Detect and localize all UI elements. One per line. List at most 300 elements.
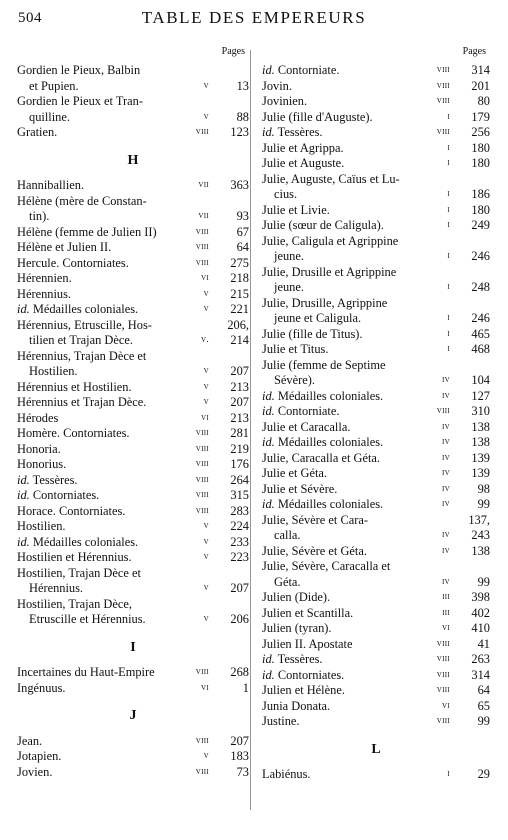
page-reference: 186 (471, 187, 490, 201)
index-entry (262, 466, 490, 482)
page-reference: 268 (230, 665, 249, 679)
index-entry (262, 420, 490, 436)
entry-name: id. Contorniates. (17, 488, 100, 502)
entry-name: Hélène (mère de Constan- (17, 193, 147, 208)
volume-number: iii (442, 607, 450, 618)
volume-number: viii (436, 127, 450, 137)
page-reference: 64 (236, 240, 249, 254)
page-reference: 73 (236, 764, 249, 779)
running-title: TABLE DES EMPEREURS (141, 8, 367, 27)
index-entry (262, 110, 490, 126)
index-entry (262, 342, 490, 358)
index-entry (262, 497, 490, 513)
entry-name: Julien II. Apostate (262, 636, 353, 651)
index-entry (262, 234, 490, 265)
volume-number: viii (436, 716, 450, 726)
index-entry (262, 767, 490, 783)
entry-name: cius. (274, 187, 298, 201)
page-reference: 410 (471, 621, 490, 635)
entry-name: Julie, Caracalla et Géta. (262, 450, 380, 465)
index-entry (17, 411, 249, 427)
page-reference: 180 (471, 140, 490, 155)
page-reference: 104 (471, 373, 490, 387)
entry-name: id. Contorniates. (262, 667, 345, 682)
index-entry (17, 535, 249, 551)
volume-number: viii (436, 96, 450, 106)
page-reference: 314 (471, 667, 490, 682)
volume-number: v (203, 366, 209, 376)
entry-name: Hérennius. (29, 581, 84, 595)
entry-name: Hostilien et Hérennius. (17, 550, 132, 564)
entry-name: Julien et Scantilla. (262, 605, 354, 620)
volume-number: v (203, 381, 209, 392)
page-reference: 206, 214 (227, 317, 249, 347)
entry-name: Julien et Hélène. (262, 683, 345, 697)
index-entry (17, 550, 249, 566)
volume-number: iv (442, 375, 450, 385)
volume-number: iv (442, 421, 450, 432)
volume-number: v (203, 397, 209, 407)
page-reference: 139 (471, 466, 490, 480)
index-entry (17, 240, 249, 256)
entry-name: quilline. (29, 109, 70, 124)
volume-number: viii (195, 735, 209, 746)
volume-number: v (203, 751, 209, 761)
entry-name: Julien (Dide). (262, 590, 331, 604)
entry-name: Ingénuus. (17, 680, 66, 695)
entry-name: Julie, Sévère et Cara- (262, 512, 368, 527)
index-entry (17, 519, 249, 535)
volume-number: iv (442, 530, 450, 540)
page-reference: 314 (471, 63, 490, 77)
entry-name: Junia Donata. (262, 698, 331, 713)
entry-name: Hélène (femme de Julien II) (17, 224, 157, 239)
volume-number: viii (436, 638, 450, 649)
index-entry (262, 606, 490, 622)
volume-number: i (447, 344, 450, 354)
entry-name: jeune. (274, 249, 304, 263)
volume-number: vi (201, 682, 209, 693)
index-entry (17, 426, 249, 442)
entry-name: Hérennius, Etruscille, Hos- (17, 317, 152, 332)
entry-name: jeune et Caligula. (274, 311, 362, 325)
index-entry (262, 637, 490, 653)
entry-name: Jotapien. (17, 749, 62, 763)
volume-number: viii (195, 490, 209, 500)
entry-name: id. Médailles coloniales. (17, 302, 139, 316)
entry-name: id. Contorniate. (262, 63, 340, 77)
index-entry (262, 404, 490, 420)
entry-name: Julie (fille de Titus). (262, 326, 363, 341)
entry-name: id. Tessères. (262, 125, 323, 139)
entry-name: jeune. (274, 280, 304, 294)
index-entry (17, 734, 249, 750)
volume-number: viii (195, 127, 209, 137)
page-reference: 138 (471, 543, 490, 558)
index-entry (17, 271, 249, 287)
page-reference: 207 (230, 581, 249, 595)
volume-number: v (203, 304, 209, 314)
index-entry (17, 194, 249, 225)
volume-number: viii (195, 667, 209, 677)
entry-name: et Pupien. (29, 78, 79, 93)
volume-number: vi (442, 700, 450, 711)
entry-name: Incertaines du Haut-Empire (17, 665, 155, 679)
page-reference: 402 (471, 605, 490, 620)
section-letter: L (371, 741, 381, 757)
page-reference: 256 (471, 125, 490, 139)
page-reference: 310 (471, 404, 490, 418)
volume-number: v (203, 111, 209, 122)
volume-number: i (447, 142, 450, 153)
volume-number: i (447, 328, 450, 339)
entry-name: id. Médailles coloniales. (262, 388, 384, 403)
page-reference: 363 (230, 178, 249, 192)
entry-name: id. Médailles coloniales. (262, 497, 384, 511)
page-reference: 127 (471, 388, 490, 403)
entry-name: id. Médailles coloniales. (17, 534, 139, 549)
index-entry (262, 714, 490, 730)
index-entry (262, 94, 490, 110)
page-reference: 123 (230, 125, 249, 139)
page-reference: 139 (471, 450, 490, 465)
entry-name: Horace. Contorniates. (17, 503, 126, 518)
entry-name: Julie et Agrippa. (262, 140, 344, 155)
page-reference: 93 (236, 209, 249, 223)
entry-name: Hérodes (17, 410, 59, 425)
index-entry (17, 473, 249, 489)
entry-name: Julie (femme de Septime (262, 357, 386, 372)
volume-number: viii (195, 443, 209, 454)
entry-name: id. Contorniate. (262, 404, 340, 418)
index-entry (262, 451, 490, 467)
entry-name: Jovin. (262, 78, 292, 93)
page-reference: 1 (242, 680, 249, 695)
volume-number: vii (198, 211, 209, 221)
page-reference: 263 (471, 652, 490, 666)
index-entry (262, 63, 490, 79)
index-entry (17, 125, 249, 141)
page-reference: 215 (230, 286, 249, 301)
volume-number: v (203, 552, 209, 562)
volume-number: viii (195, 505, 209, 516)
page-reference: 65 (477, 698, 490, 713)
index-list-left (17, 63, 249, 780)
page-reference: 29 (477, 767, 490, 781)
page-reference: 138 (471, 419, 490, 434)
page-reference: 213 (230, 410, 249, 425)
entry-name: Hostilien. (17, 519, 66, 533)
volume-number: vii (198, 180, 209, 190)
page-reference: 13 (236, 78, 249, 93)
volume-number: v. (200, 335, 209, 345)
entry-name: Hostilien, Trajan Dèce et (17, 565, 141, 580)
volume-number: viii (436, 80, 450, 91)
entry-name: Julie et Géta. (262, 466, 328, 480)
page-reference: 233 (230, 534, 249, 549)
page-reference: 207 (230, 395, 249, 409)
entry-name: id. Tessères. (262, 652, 323, 666)
page-reference: 201 (471, 78, 490, 93)
entry-name: Jovinien. (262, 94, 308, 108)
volume-number: iv (442, 483, 450, 494)
page-reference: 137, 243 (468, 512, 490, 542)
entry-name: Julie, Drusille et Agrippine (262, 264, 397, 279)
section-letter: J (129, 708, 137, 723)
volume-number: v (203, 536, 209, 547)
page-reference: 98 (477, 481, 490, 496)
index-entry (17, 442, 249, 458)
entry-name: Julie et Caracalla. (262, 419, 351, 434)
entry-name: id. Médailles coloniales. (262, 435, 384, 449)
index-entry (262, 141, 490, 157)
volume-number: i (447, 204, 450, 215)
index-entry (17, 256, 249, 272)
index-entry (17, 94, 249, 125)
entry-name: Hercule. Contorniates. (17, 255, 129, 270)
volume-number: viii (436, 669, 450, 680)
entry-name: Julie et Livie. (262, 202, 330, 217)
index-entry (262, 172, 490, 203)
volume-number: i (447, 111, 450, 122)
page-reference: 281 (230, 426, 249, 440)
volume-number: iv (442, 499, 450, 509)
index-entry (262, 327, 490, 343)
volume-number: vi (201, 412, 209, 423)
entry-name: Julien (tyran). (262, 621, 332, 635)
volume-number: i (447, 282, 450, 292)
volume-number: viii (195, 474, 209, 485)
entry-name: Hérennius et Hostilien. (17, 379, 132, 394)
index-entry (17, 457, 249, 473)
volume-number: i (447, 251, 450, 261)
index-entry (17, 749, 249, 765)
index-list-right (262, 63, 490, 783)
page-reference: 223 (230, 550, 249, 564)
volume-number: v (203, 614, 209, 624)
volume-number: viii (436, 685, 450, 695)
index-entry (17, 302, 249, 318)
index-entry (262, 621, 490, 637)
index-entry (262, 544, 490, 560)
volume-number: i (447, 189, 450, 199)
volume-number: viii (195, 242, 209, 252)
entry-name: Jean. (17, 733, 43, 748)
entry-name: Etruscille et Hérennius. (29, 612, 146, 626)
volume-number: vi (442, 623, 450, 633)
entry-name: Hérennien. (17, 271, 72, 285)
index-entry (17, 349, 249, 380)
volume-number: vi (201, 273, 209, 283)
index-entry (262, 125, 490, 141)
page-reference: 221 (230, 302, 249, 316)
volume-number: viii (195, 766, 209, 777)
page-reference: 315 (230, 488, 249, 502)
index-entry (17, 318, 249, 349)
page-reference: 180 (471, 156, 490, 170)
volume-number: iv (442, 576, 450, 587)
page-reference: 99 (477, 497, 490, 511)
volume-number: viii (195, 428, 209, 438)
index-entry (17, 488, 249, 504)
left-column (17, 45, 249, 780)
entry-name: Géta. (274, 574, 301, 589)
entry-name: tilien et Trajan Dèce. (29, 333, 133, 347)
volume-number: i (447, 313, 450, 323)
index-entry (17, 765, 249, 781)
entry-name: Julie, Caligula et Agrippine (262, 233, 399, 248)
index-entry (262, 265, 490, 296)
page-reference: 67 (236, 224, 249, 239)
index-entry (262, 358, 490, 389)
page-reference: 207 (230, 364, 249, 378)
page-number: 504 (18, 10, 42, 26)
right-column (262, 45, 490, 783)
index-entry (17, 504, 249, 520)
page-reference: 283 (230, 503, 249, 518)
index-entry (262, 683, 490, 699)
entry-name: Julie, Sévère et Géta. (262, 543, 367, 558)
entry-name: Hostilien. (29, 364, 78, 378)
entry-name: Hérennius. (17, 286, 72, 301)
page-reference: 138 (471, 435, 490, 449)
entry-name: Julie et Titus. (262, 342, 329, 356)
index-entry (262, 559, 490, 590)
entry-name: calla. (274, 528, 301, 542)
page-reference: 99 (477, 714, 490, 728)
page-reference: 213 (230, 379, 249, 394)
index-entry (262, 482, 490, 498)
entry-name: Hérennius, Trajan Dèce et (17, 348, 147, 363)
page-reference: 41 (477, 636, 490, 651)
column-divider (250, 50, 251, 810)
entry-name: Julie, Sévère, Caracalla et (262, 559, 391, 573)
volume-number: iii (442, 592, 450, 602)
page-reference: 218 (230, 271, 249, 285)
entry-name: Labiénus. (262, 767, 311, 781)
entry-name: Sévère). (274, 373, 315, 387)
entry-name: Gordien le Pieux et Tran- (17, 94, 143, 108)
entry-name: Honorius. (17, 457, 67, 471)
entry-name: id. Tessères. (17, 472, 78, 487)
index-entry (17, 225, 249, 241)
index-entry (262, 296, 490, 327)
page-reference: 80 (477, 94, 490, 108)
entry-name: Julie, Drusille, Agrippine (262, 295, 388, 310)
page-reference: 246 (471, 311, 490, 325)
page-reference: 179 (471, 109, 490, 124)
volume-number: viii (436, 406, 450, 416)
section-letter: H (127, 152, 139, 168)
index-entry (262, 435, 490, 451)
index-entry (262, 79, 490, 95)
page-reference: 219 (230, 441, 249, 456)
entry-name: Hélène et Julien II. (17, 240, 112, 254)
page-header (0, 8, 508, 30)
section-letter: I (130, 639, 136, 655)
volume-number: v (203, 521, 209, 531)
entry-name: Jovien. (17, 764, 53, 779)
page-reference: 465 (471, 326, 490, 341)
entry-name: Gratien. (17, 125, 58, 139)
entry-name: Julie (sœur de Caligula). (262, 218, 384, 232)
index-entry (17, 597, 249, 628)
entry-name: Julie, Auguste, Caïus et Lu- (262, 171, 400, 186)
index-entry (262, 652, 490, 668)
page-reference: 275 (230, 255, 249, 270)
volume-number: v (203, 288, 209, 299)
entry-name: Julie et Auguste. (262, 156, 345, 170)
index-entry (262, 590, 490, 606)
volume-number: v (203, 80, 209, 91)
index-entry (17, 681, 249, 697)
entry-name: Honoria. (17, 441, 61, 456)
entry-name: Homère. Contorniates. (17, 426, 130, 440)
page-reference: 246 (471, 249, 490, 263)
page-reference: 99 (477, 574, 490, 589)
entry-name: Hostilien, Trajan Dèce, (17, 596, 132, 611)
index-entry (17, 287, 249, 303)
pages-column-header: Pages (221, 46, 245, 57)
pages-column-header: Pages (462, 46, 486, 57)
index-entry (17, 566, 249, 597)
volume-number: i (447, 220, 450, 230)
page-reference: 64 (477, 683, 490, 697)
index-entry (17, 665, 249, 681)
index-entry (262, 203, 490, 219)
entry-name: tin). (29, 209, 50, 223)
volume-number: i (447, 769, 450, 779)
page-reference: 180 (471, 202, 490, 217)
page-reference: 468 (471, 342, 490, 356)
page-reference: 249 (471, 218, 490, 232)
index-entry (17, 178, 249, 194)
page-reference: 207 (230, 733, 249, 748)
volume-number: viii (195, 226, 209, 237)
index-entry (262, 218, 490, 234)
index-entry (17, 395, 249, 411)
volume-number: iv (442, 390, 450, 401)
page-reference: 264 (230, 472, 249, 487)
volume-number: iv (442, 437, 450, 447)
volume-number: viii (195, 459, 209, 469)
index-entry (262, 389, 490, 405)
page-reference: 398 (471, 590, 490, 604)
page-reference: 88 (236, 109, 249, 124)
entry-name: Hanniballien. (17, 178, 85, 192)
page-reference: 176 (230, 457, 249, 471)
index-entry (17, 380, 249, 396)
index-entry (262, 699, 490, 715)
page-reference: 206 (230, 612, 249, 626)
volume-number: iv (442, 545, 450, 556)
volume-number: viii (436, 65, 450, 75)
index-entry (262, 156, 490, 172)
page-reference: 248 (471, 280, 490, 294)
entry-name: Justine. (262, 714, 300, 728)
page-reference: 224 (230, 519, 249, 533)
entry-name: Hérennius et Trajan Dèce. (17, 395, 147, 409)
volume-number: i (447, 158, 450, 168)
volume-number: viii (436, 654, 450, 664)
entry-name: Gordien le Pieux, Balbin (17, 63, 141, 77)
index-entry (262, 513, 490, 544)
page-reference: 183 (230, 749, 249, 763)
index-entry (262, 668, 490, 684)
volume-number: viii (195, 257, 209, 268)
entry-name: Julie et Sévère. (262, 481, 338, 496)
index-entry (17, 63, 249, 94)
